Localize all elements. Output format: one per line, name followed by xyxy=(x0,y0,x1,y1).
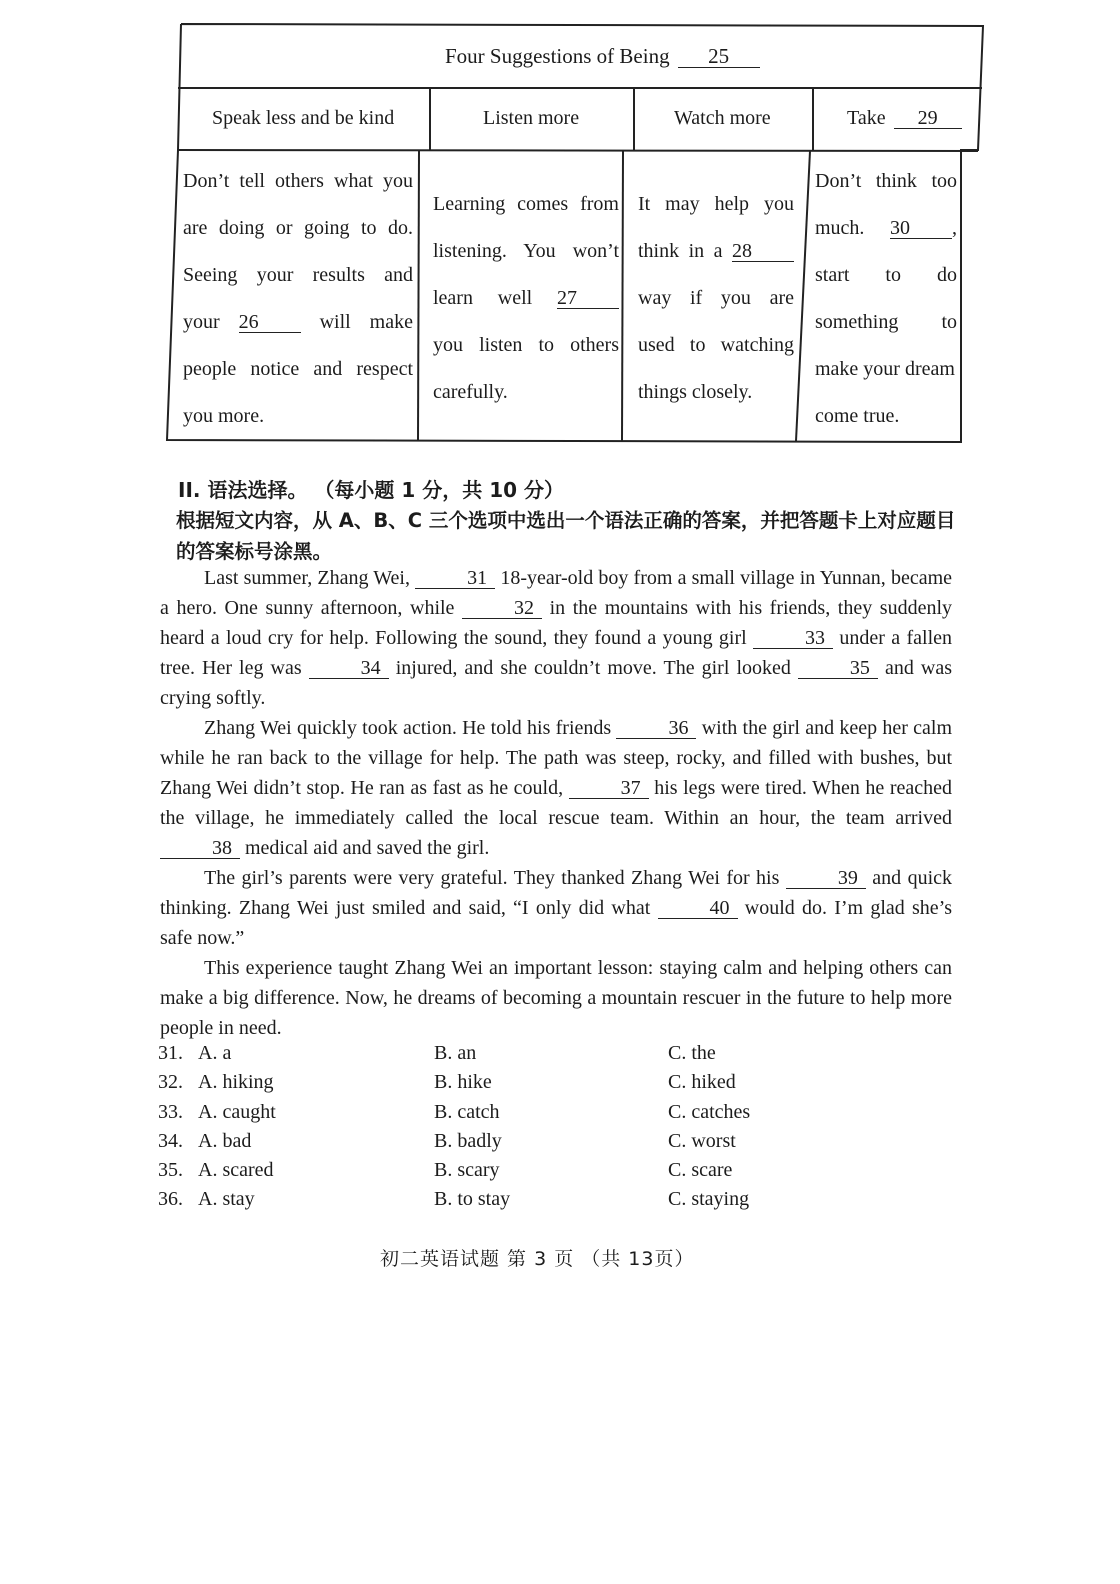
paragraph-4: This experience taught Zhang Wei an important lesson: staying calm and helping others can make a big difference. Now, he dreams of becoming a mountain rescuer in the future to help more people in need. xyxy=(160,957,952,1039)
cell-line: come true. xyxy=(815,405,900,427)
blank-26: 26 xyxy=(239,312,301,333)
blank-34: 34 xyxy=(309,658,389,679)
text: Last summer, Zhang Wei, xyxy=(204,567,410,589)
cell-line: people notice and respect xyxy=(183,358,413,380)
question-number: 33. xyxy=(158,1100,183,1123)
suggestions-table xyxy=(0,0,1120,460)
text: would do. I’m glad she’s safe now.” xyxy=(160,897,953,949)
blank-38: 38 xyxy=(160,838,240,859)
option-b: B. an xyxy=(434,1042,477,1064)
cell-line: used to watching xyxy=(638,334,794,356)
blank-39: 39 xyxy=(786,868,866,889)
option-row xyxy=(158,1071,798,1100)
cell-line: It may help you xyxy=(638,193,794,215)
text: injured, and she couldn’t move. The girl looked xyxy=(395,657,791,679)
option-c: C. worst xyxy=(668,1129,736,1152)
cell-line: way if you are xyxy=(638,287,794,309)
text: with the girl and keep her calm while he ran back to the village for help. The path was steep, rocky, and filled with bushes, but Zhang Wei didn’t stop. He ran as fast as he could, xyxy=(160,717,953,799)
blank-35: 35 xyxy=(798,658,878,679)
text: Zhang Wei quickly took action. He told his friends xyxy=(204,717,612,739)
header-watch-more: Watch more xyxy=(674,107,771,129)
answer-options xyxy=(158,1042,798,1218)
option-a: A. stay xyxy=(198,1188,255,1211)
option-row xyxy=(158,1130,798,1159)
table-title xyxy=(445,44,760,69)
section-instruction: 根据短文内容，从 A、B、C 三个选项中选出一个语法正确的答案，并把答题卡上对应题目的答案标号涂黑。 xyxy=(176,509,956,563)
cell-word: learn well xyxy=(433,287,533,309)
option-c: C. the xyxy=(668,1042,716,1064)
blank-36: 36 xyxy=(616,718,696,739)
cell-line: Seeing your results and xyxy=(183,264,413,286)
option-c: C. hiked xyxy=(668,1071,736,1094)
option-row xyxy=(158,1159,798,1188)
cell-watch-more xyxy=(638,181,794,416)
blank-27: 27 xyxy=(557,288,619,309)
option-a: A. scared xyxy=(198,1159,274,1182)
cell-line xyxy=(183,299,413,346)
blank-31: 31 xyxy=(415,568,495,589)
cell-line: Don’t tell others what you xyxy=(183,170,413,192)
cell-line: you more. xyxy=(183,405,265,427)
cell-line: make your dream xyxy=(815,358,955,380)
cell-word: will make xyxy=(319,311,413,333)
option-a: A. hiking xyxy=(198,1071,274,1094)
option-row xyxy=(158,1101,798,1130)
blank-40: 40 xyxy=(658,898,738,919)
cell-word: think in a xyxy=(638,240,723,262)
header-listen-more: Listen more xyxy=(483,107,580,129)
cell-word: your xyxy=(183,311,220,333)
cell-line: Don’t think too xyxy=(815,170,957,192)
option-b: B. badly xyxy=(434,1129,502,1152)
blank-29: 29 xyxy=(894,108,962,129)
option-row xyxy=(158,1042,798,1071)
cell-line: Learning comes from xyxy=(433,193,619,215)
text: 18-year-old boy from a small village in Yunnan, became a hero. One sunny afternoon, while xyxy=(160,567,953,619)
table-title-text: Four Suggestions of Being xyxy=(445,44,670,68)
question-number: 31. xyxy=(158,1042,183,1064)
cell-line xyxy=(433,275,619,322)
option-a: A. bad xyxy=(198,1129,252,1152)
cell-speak-less xyxy=(183,158,413,440)
option-b: B. hike xyxy=(434,1071,492,1094)
header-speak-less: Speak less and be kind xyxy=(212,107,395,129)
text: medical aid and saved the girl. xyxy=(245,837,490,859)
cell-listen-more xyxy=(433,181,619,416)
question-number: 36. xyxy=(158,1188,183,1211)
question-number: 34. xyxy=(158,1129,183,1152)
option-b: B. catch xyxy=(434,1100,500,1123)
option-row xyxy=(158,1188,798,1217)
cell-line: things closely. xyxy=(638,381,753,403)
option-a: A. a xyxy=(198,1042,232,1064)
cell-line: you listen to others xyxy=(433,334,619,356)
blank-37: 37 xyxy=(569,778,649,799)
blank-33: 33 xyxy=(753,628,833,649)
text: and quick thinking. Zhang Wei just smiled and said, “I only did what xyxy=(160,867,953,919)
text: The girl’s parents were very grateful. They thanked Zhang Wei for his xyxy=(204,867,780,889)
blank-28: 28 xyxy=(732,241,794,262)
blank-30: 30 xyxy=(890,218,952,239)
text: in the mountains with his friends, they suddenly heard a loud cry for help. Following the sound, they found a young girl xyxy=(160,597,953,649)
cell-line xyxy=(815,205,957,252)
cell-line: something to xyxy=(815,311,957,333)
paragraph-1 xyxy=(160,563,952,713)
cell-line xyxy=(638,228,794,275)
option-b: B. scary xyxy=(434,1159,500,1182)
cell-word: , xyxy=(952,217,957,239)
cell-line: carefully. xyxy=(433,381,508,403)
cell-line: start to do xyxy=(815,264,957,286)
text: and was crying softly. xyxy=(160,657,952,709)
option-c: C. catches xyxy=(668,1100,751,1123)
blank-25: 25 xyxy=(678,46,760,68)
option-c: C. staying xyxy=(668,1188,750,1211)
header-take-label: Take xyxy=(847,107,886,129)
blank-32: 32 xyxy=(462,598,542,619)
header-take xyxy=(847,107,962,130)
option-b: B. to stay xyxy=(434,1188,511,1211)
cell-line: are doing or going to do. xyxy=(183,217,413,239)
paragraph-2 xyxy=(160,713,952,863)
cell-line: listening. You won’t xyxy=(433,240,619,262)
option-c: C. scare xyxy=(668,1159,733,1182)
section-title: II. 语法选择。 （每小题 1 分，共 10 分） xyxy=(178,478,565,502)
text: under a fallen tree. Her leg was xyxy=(160,627,953,679)
page-footer: 初二英语试题 第 3 页 （共 13页） xyxy=(380,1248,695,1270)
cell-take xyxy=(815,158,957,440)
text: his legs were tired. When he reached the village, he immediately called the local rescue team. Within an hour, the team arrived xyxy=(160,777,953,829)
paragraph-3 xyxy=(160,863,952,953)
question-number: 35. xyxy=(158,1159,183,1182)
passage xyxy=(160,563,952,1043)
option-a: A. caught xyxy=(198,1100,276,1123)
question-number: 32. xyxy=(158,1071,183,1094)
cell-word: much. xyxy=(815,217,865,239)
